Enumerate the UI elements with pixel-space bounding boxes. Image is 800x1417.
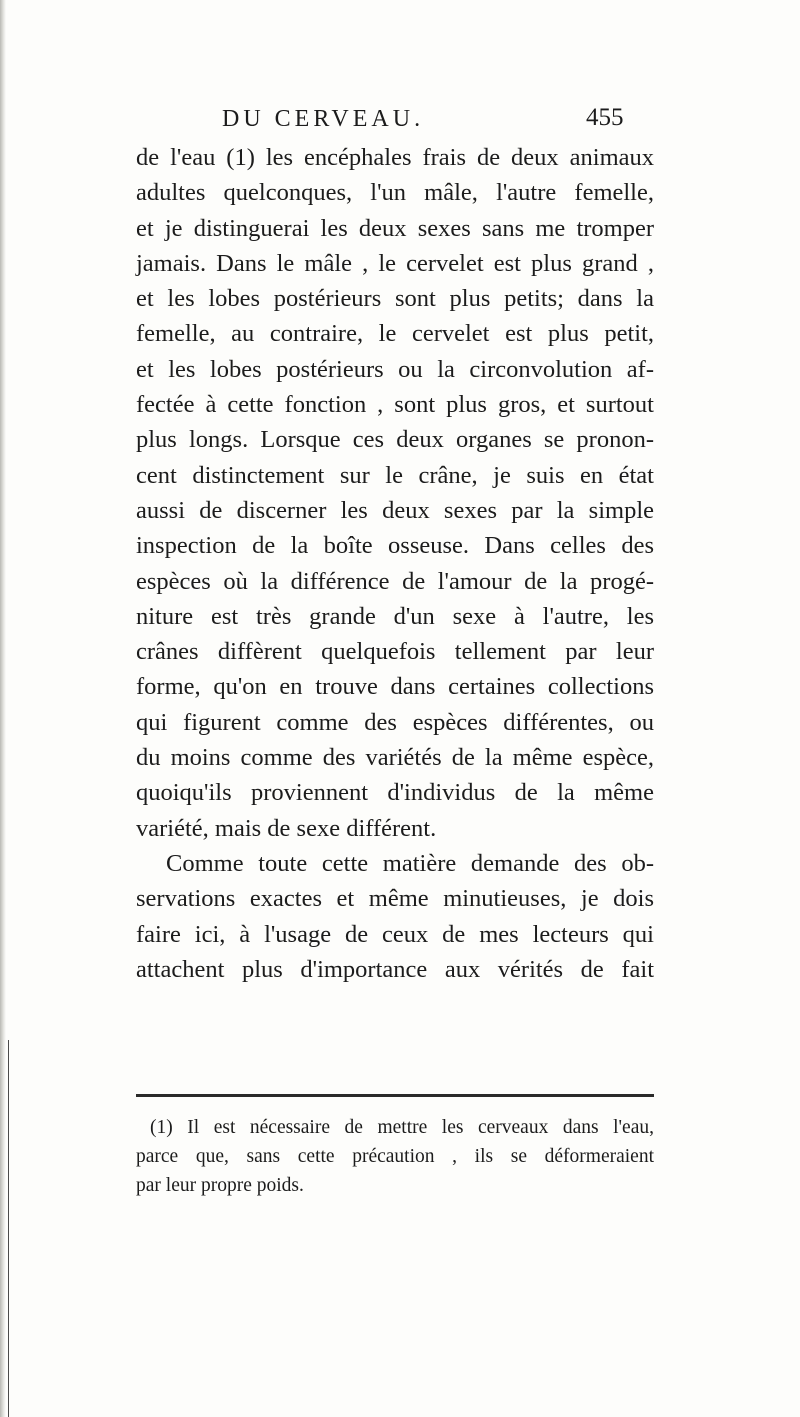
text-line: du moins comme des variétés de la même espèce,: [136, 744, 654, 772]
text-line: quoiqu'ils proviennent d'individus de la même: [136, 779, 654, 807]
page-binding-shadow: [0, 0, 6, 1417]
text-line: fectée à cette fonction , sont plus gros, et surtout: [136, 391, 654, 419]
text-line: plus longs. Lorsque ces deux organes se pronon-: [136, 426, 654, 454]
text-line: cent distinctement sur le crâne, je suis en état: [136, 461, 654, 489]
paragraph-start-line: Comme toute cette matière demande des ob-: [166, 849, 654, 877]
text-line: servations exactes et même minutieuses, je dois: [136, 885, 654, 913]
footnote-rule: [136, 1094, 654, 1097]
footnote-line: (1) Il est nécessaire de mettre les cerveaux dans l'eau,: [150, 1117, 654, 1138]
footnote-line: parce que, sans cette précaution , ils se déformeraient: [136, 1146, 654, 1167]
running-head: DU CERVEAU.: [222, 106, 425, 132]
text-line: qui figurent comme des espèces différentes, ou: [136, 708, 654, 736]
text-line: forme, qu'on en trouve dans certaines collections: [136, 673, 654, 701]
text-line: et les lobes postérieurs ou la circonvolution af-: [136, 355, 654, 383]
footnote: [136, 1113, 654, 1200]
page-edge-line: [8, 1040, 9, 1417]
footnote-line: par leur propre poids.: [136, 1175, 304, 1196]
text-line: et les lobes postérieurs sont plus petits; dans la: [136, 285, 654, 313]
text-line: femelle, au contraire, le cervelet est plus petit,: [136, 320, 654, 348]
text-line: aussi de discerner les deux sexes par la simple: [136, 496, 654, 524]
text-line: attachent plus d'importance aux vérités de fait: [136, 955, 654, 983]
text-line: niture est très grande d'un sexe à l'autre, les: [136, 602, 654, 630]
text-line: jamais. Dans le mâle , le cervelet est plus grand ,: [136, 249, 654, 277]
body-text: [136, 140, 654, 987]
text-line: crânes diffèrent quelquefois tellement par leur: [136, 638, 654, 666]
page-header: [0, 104, 800, 144]
text-line: et je distinguerai les deux sexes sans me tromper: [136, 214, 654, 242]
text-line: adultes quelconques, l'un mâle, l'autre femelle,: [136, 179, 654, 207]
paragraph-end-line: variété, mais de sexe différent.: [136, 814, 437, 842]
text-line: espèces où la différence de l'amour de la progé-: [136, 567, 654, 595]
text-line: faire ici, à l'usage de ceux de mes lecteurs qui: [136, 920, 654, 948]
text-line: de l'eau (1) les encéphales frais de deux animaux: [136, 144, 654, 171]
text-line: inspection de la boîte osseuse. Dans celles des: [136, 532, 654, 560]
page-number: 455: [586, 104, 624, 131]
